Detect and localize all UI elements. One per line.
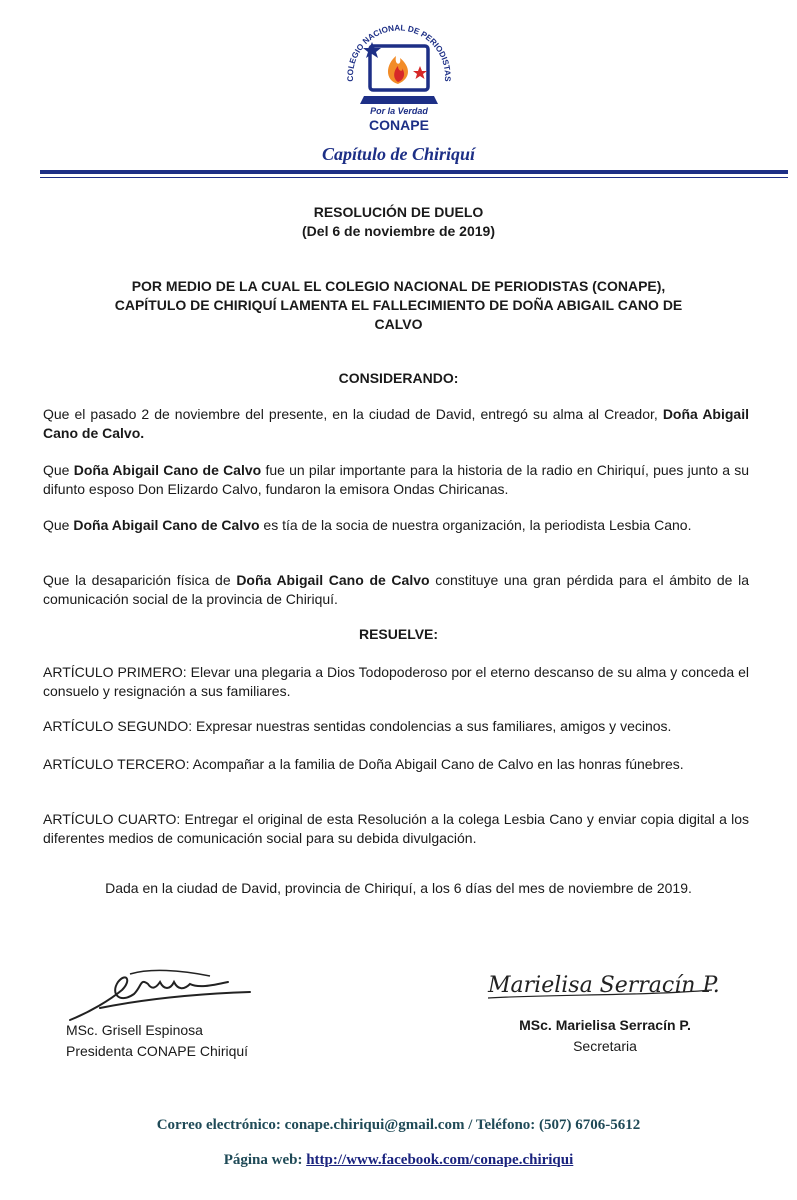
conape-emblem xyxy=(340,8,458,136)
conape-logo xyxy=(340,8,458,136)
resuelve-heading: RESUELVE: xyxy=(358,626,439,642)
header-rule-thin xyxy=(40,177,788,178)
resolution-purpose: POR MEDIO DE LA CUAL EL COLEGIO NACIONAL DE PERIODISTAS (CONAPE), CAPÍTULO DE CHIRIQUÍ LAMENTA EL FALLECIMIENTO DE DOÑA ABIGAIL CANO DE CALVO xyxy=(114,278,683,332)
deceased-name: Doña Abigail Cano de Calvo. xyxy=(43,406,749,441)
footer-web xyxy=(0,1152,797,1169)
footer-web-label: Página web: xyxy=(223,1152,303,1168)
footer-contact: Correo electrónico: conape.chiriqui@gmail.com / Teléfono: (507) 6706-5612 xyxy=(156,1117,641,1133)
considerando-paragraph-4: Que la desaparición física de Doña Abigail Cano de Calvo constituye una gran pérdida para el ámbito de la comunicación social de la provincia de Chiriquí. xyxy=(43,572,750,607)
logo-acronym: CONAPE xyxy=(369,117,429,133)
considerando-paragraph-3: Que Doña Abigail Cano de Calvo es tía de la socia de nuestra organización, la periodista Lesbia Cano. xyxy=(43,517,692,533)
article-tercero: ARTÍCULO TERCERO: Acompañar a la familia de Doña Abigail Cano de Calvo en las honras fúnebres. xyxy=(43,756,684,772)
considerando-paragraph-1: Que el pasado 2 de noviembre del presente, en la ciudad de David, entregó su alma al Creador, Doña Abigail Cano de Calvo. xyxy=(43,406,749,441)
svg-text:Marielisa Serracín P.: Marielisa Serracín P. xyxy=(488,973,720,998)
signatory-role-left: Presidenta CONAPE Chiriquí xyxy=(66,1043,249,1059)
resolution-date: (Del 6 de noviembre de 2019) xyxy=(302,223,495,239)
facebook-link[interactable]: http://www.facebook.com/conape.chiriqui xyxy=(306,1152,574,1168)
considerando-heading: CONSIDERANDO: xyxy=(338,370,459,386)
considerando-paragraph-2: Que Doña Abigail Cano de Calvo fue un pilar importante para la historia de la radio en Chiriquí, pues junto a su difunto esposo Don Elizardo Calvo, fundaron la emisora Ondas Chiricanas. xyxy=(43,462,750,497)
chapter-title: Capítulo de Chiriquí xyxy=(321,144,476,164)
deceased-name: Doña Abigail Cano de Calvo xyxy=(73,462,262,478)
article-primero: ARTÍCULO PRIMERO: Elevar una plegaria a Dios Todopoderoso por el eterno descanso de su alma y conceda el consuelo y resignación a sus familiares. xyxy=(43,664,749,699)
resolution-title: RESOLUCIÓN DE DUELO xyxy=(313,204,484,220)
logo-motto: Por la Verdad xyxy=(370,106,428,116)
deceased-name: Doña Abigail Cano de Calvo xyxy=(236,572,430,588)
logo-arc-text: COLEGIO NACIONAL DE PERIODISTAS xyxy=(345,23,453,82)
article-cuarto: ARTÍCULO CUARTO: Entregar el original de esta Resolución a la colega Lesbia Cano y enviar copia digital a los diferentes medios de comunicación social para su debida divulgación. xyxy=(43,811,749,846)
signatory-name-left: MSc. Grisell Espinosa xyxy=(66,1022,203,1038)
closing-statement: Dada en la ciudad de David, provincia de Chiriquí, a los 6 días del mes de noviembre de 2019. xyxy=(105,880,692,896)
deceased-name: Doña Abigail Cano de Calvo xyxy=(73,517,260,533)
header-rule xyxy=(40,170,788,174)
signatory-name-right: MSc. Marielisa Serracín P. xyxy=(519,1017,691,1033)
keyboard-shape xyxy=(360,96,438,104)
signature-left xyxy=(66,1020,248,1062)
signature-right xyxy=(455,1015,755,1057)
article-segundo: ARTÍCULO SEGUNDO: Expresar nuestras sentidas condolencias a sus familiares, amigos y vecinos. xyxy=(43,718,672,734)
signatory-role-right: Secretaria xyxy=(573,1038,637,1054)
signature-handwriting-right xyxy=(480,960,720,1005)
